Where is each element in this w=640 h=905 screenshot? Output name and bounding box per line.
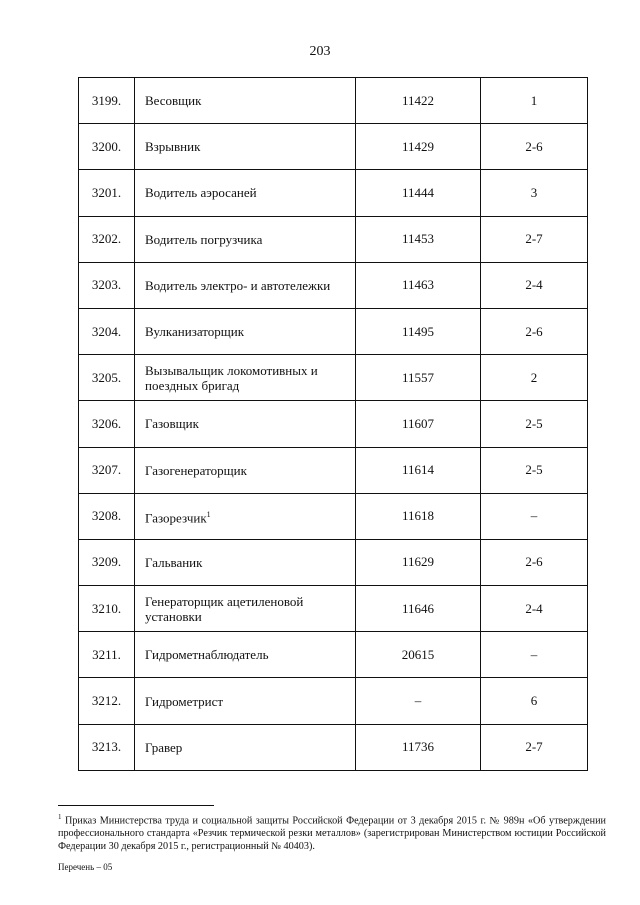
footnote <box>58 811 606 853</box>
profession-code: 11463 <box>356 262 481 308</box>
row-number: 3212. <box>79 678 135 724</box>
table-row <box>79 401 588 447</box>
profession-name-text: Весовщик <box>145 93 202 109</box>
grade-range: 2-7 <box>481 724 588 770</box>
profession-code: 11629 <box>356 539 481 585</box>
footnote-marker: 1 <box>58 813 62 821</box>
table-row <box>79 493 588 539</box>
row-number: 3204. <box>79 308 135 354</box>
profession-name-text: Вулканизаторщик <box>145 324 245 340</box>
profession-name <box>135 170 356 216</box>
profession-code: – <box>356 678 481 724</box>
row-number: 3199. <box>79 78 135 124</box>
profession-name <box>135 539 356 585</box>
grade-range: 2-6 <box>481 539 588 585</box>
profession-name-text: Газовщик <box>145 416 199 432</box>
row-number: 3208. <box>79 493 135 539</box>
profession-name <box>135 493 356 539</box>
profession-code: 11736 <box>356 724 481 770</box>
profession-name <box>135 586 356 632</box>
profession-name <box>135 124 356 170</box>
grade-range: 2 <box>481 355 588 401</box>
footnote-reference: 1 <box>206 510 211 520</box>
profession-name-text: Водитель погрузчика <box>145 231 263 247</box>
profession-name <box>135 401 356 447</box>
table-body <box>79 78 588 771</box>
row-number: 3205. <box>79 355 135 401</box>
row-number: 3203. <box>79 262 135 308</box>
grade-range: – <box>481 632 588 678</box>
table-row <box>79 724 588 770</box>
grade-range: 2-6 <box>481 124 588 170</box>
table-row <box>79 216 588 262</box>
grade-range: 1 <box>481 78 588 124</box>
profession-name <box>135 355 356 401</box>
profession-name <box>135 262 356 308</box>
profession-name <box>135 216 356 262</box>
profession-code: 11422 <box>356 78 481 124</box>
grade-range: 2-6 <box>481 308 588 354</box>
profession-code: 11453 <box>356 216 481 262</box>
profession-code: 11614 <box>356 447 481 493</box>
profession-name-text: Газогенераторщик <box>145 462 247 478</box>
profession-name-text: Газорезчик <box>145 510 207 526</box>
table-row <box>79 78 588 124</box>
table-row <box>79 262 588 308</box>
row-number: 3207. <box>79 447 135 493</box>
profession-name-text: Генераторщик ацетиленовой установки <box>145 593 304 624</box>
table-row <box>79 678 588 724</box>
footnote-text: Приказ Министерства труда и социальной защиты Российской Федерации от 3 декабря 2015 г. № 989н «Об утверждении профессионального стандарта «Резчик термической резки металлов» (зарегистрирован Министерством юстиции Российской Федерации 30 декабря 2015 г., регистрационный № 40403). <box>58 815 606 853</box>
document-code: Перечень – 05 <box>58 862 113 872</box>
grade-range: 2-4 <box>481 586 588 632</box>
grade-range: 6 <box>481 678 588 724</box>
profession-code: 11429 <box>356 124 481 170</box>
profession-code: 11618 <box>356 493 481 539</box>
table-row <box>79 355 588 401</box>
professions-table <box>78 77 588 771</box>
row-number: 3200. <box>79 124 135 170</box>
profession-code: 11444 <box>356 170 481 216</box>
row-number: 3211. <box>79 632 135 678</box>
page-number: 203 <box>309 44 331 59</box>
profession-code: 11607 <box>356 401 481 447</box>
profession-name <box>135 78 356 124</box>
profession-name-text: Гидрометнаблюдатель <box>145 647 269 663</box>
profession-code: 11646 <box>356 586 481 632</box>
row-number: 3213. <box>79 724 135 770</box>
profession-name-text: Вызывальщик локомотивных и поездных бригад <box>145 362 318 393</box>
row-number: 3209. <box>79 539 135 585</box>
table-row <box>79 124 588 170</box>
profession-code: 20615 <box>356 632 481 678</box>
profession-code: 11557 <box>356 355 481 401</box>
grade-range: 2-7 <box>481 216 588 262</box>
table-row <box>79 447 588 493</box>
table-row <box>79 308 588 354</box>
grade-range: 2-4 <box>481 262 588 308</box>
grade-range: 2-5 <box>481 447 588 493</box>
row-number: 3202. <box>79 216 135 262</box>
profession-name <box>135 632 356 678</box>
table-row <box>79 632 588 678</box>
profession-name-text: Гравер <box>145 739 183 755</box>
profession-name <box>135 678 356 724</box>
table-row <box>79 586 588 632</box>
grade-range: 2-5 <box>481 401 588 447</box>
profession-name-text: Взрывник <box>145 139 201 155</box>
table-row <box>79 539 588 585</box>
profession-code: 11495 <box>356 308 481 354</box>
profession-name-text: Гидрометрист <box>145 693 224 709</box>
grade-range: – <box>481 493 588 539</box>
row-number: 3201. <box>79 170 135 216</box>
profession-name <box>135 724 356 770</box>
row-number: 3206. <box>79 401 135 447</box>
profession-name-text: Водитель аэросаней <box>145 185 257 201</box>
footnote-divider <box>58 805 214 806</box>
grade-range: 3 <box>481 170 588 216</box>
table-row <box>79 170 588 216</box>
profession-name-text: Водитель электро- и автотележки <box>145 277 331 293</box>
row-number: 3210. <box>79 586 135 632</box>
profession-name-text: Гальваник <box>145 554 203 570</box>
profession-name <box>135 308 356 354</box>
profession-name <box>135 447 356 493</box>
